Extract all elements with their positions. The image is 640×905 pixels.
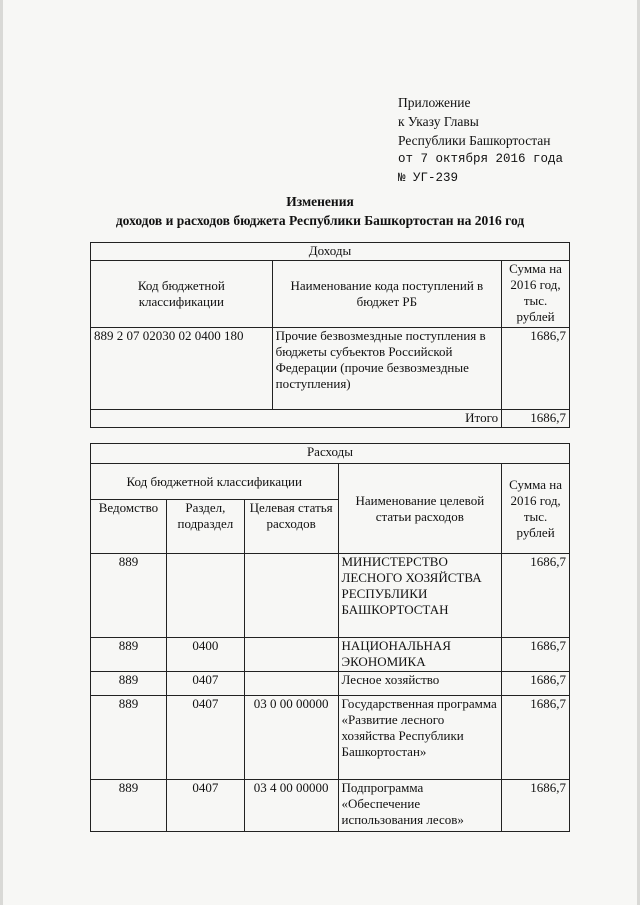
- row-sum: 1686,7: [502, 696, 570, 780]
- row-sum: 1686,7: [502, 638, 570, 672]
- income-header-sum: Сумма на 2016 год, тыс. рублей: [502, 261, 570, 328]
- row-dept: 889: [91, 696, 167, 780]
- income-row-sum: 1686,7: [502, 328, 570, 410]
- scan-edge-left: [0, 0, 3, 905]
- table-row: [91, 696, 570, 780]
- income-header-code: Код бюджетной классификации: [91, 261, 273, 328]
- expenses-section-title: Расходы: [91, 444, 570, 464]
- table-row: [91, 780, 570, 832]
- row-target: [244, 554, 338, 638]
- row-name: Государственная программа «Развитие лесного хозяйства Республики Башкортостан»: [338, 696, 502, 780]
- income-row-name: Прочие безвозмездные поступления в бюджеты субъектов Российской Федерации (прочие безвозмездные поступления): [272, 328, 501, 410]
- expenses-header-name: Наименование целевой статьи расходов: [338, 464, 502, 554]
- income-header-name: Наименование кода поступлений в бюджет РБ: [272, 261, 501, 328]
- row-sum: 1686,7: [502, 672, 570, 696]
- document-title: Изменения: [286, 194, 354, 209]
- row-dept: 889: [91, 638, 167, 672]
- row-name: НАЦИОНАЛЬНАЯ ЭКОНОМИКА: [338, 638, 502, 672]
- row-target: 03 4 00 00000: [244, 780, 338, 832]
- row-section: 0407: [166, 696, 244, 780]
- row-name: Лесное хозяйство: [338, 672, 502, 696]
- row-sum: 1686,7: [502, 554, 570, 638]
- row-section: [166, 554, 244, 638]
- expenses-header-sum: Сумма на 2016 год, тыс. рублей: [502, 464, 570, 554]
- row-name: МИНИСТЕРСТВО ЛЕСНОГО ХОЗЯЙСТВА РЕСПУБЛИКИ БАШКОРТОСТАН: [338, 554, 502, 638]
- expenses-header-dept: Ведомство: [91, 500, 167, 554]
- document-subtitle: доходов и расходов бюджета Республики Башкортостан на 2016 год: [115, 213, 525, 228]
- income-total-label: Итого: [91, 410, 502, 428]
- appendix-label: Приложение: [398, 95, 471, 110]
- row-sum: 1686,7: [502, 780, 570, 832]
- table-row: [91, 672, 570, 696]
- row-target: 03 0 00 00000: [244, 696, 338, 780]
- table-row: [91, 638, 570, 672]
- appendix-number: № УГ-239: [398, 171, 459, 185]
- income-total-row: [91, 410, 570, 428]
- row-target: [244, 672, 338, 696]
- income-total-sum: 1686,7: [502, 410, 570, 428]
- row-dept: 889: [91, 672, 167, 696]
- row-dept: 889: [91, 780, 167, 832]
- expenses-header-code: Код бюджетной классификации: [91, 464, 339, 500]
- row-section: 0407: [166, 780, 244, 832]
- row-section: 0400: [166, 638, 244, 672]
- expenses-header-section: Раздел, подраздел: [166, 500, 244, 554]
- row-name: Подпрограмма «Обеспечение использования лесов»: [338, 780, 502, 832]
- expenses-table: [90, 443, 570, 832]
- appendix-date: от 7 октября 2016 года: [398, 152, 564, 166]
- row-target: [244, 638, 338, 672]
- appendix-decree: к Указу Главы: [398, 114, 479, 129]
- table-row: [91, 554, 570, 638]
- row-section: 0407: [166, 672, 244, 696]
- table-row: [91, 328, 570, 410]
- income-section-title: Доходы: [91, 243, 570, 261]
- income-table: [90, 242, 570, 428]
- appendix-reference: [398, 93, 563, 188]
- row-dept: 889: [91, 554, 167, 638]
- income-row-code: 889 2 07 02030 02 0400 180: [91, 328, 273, 410]
- expenses-header-target: Целевая статья расходов: [244, 500, 338, 554]
- appendix-republic: Республики Башкортостан: [398, 133, 551, 148]
